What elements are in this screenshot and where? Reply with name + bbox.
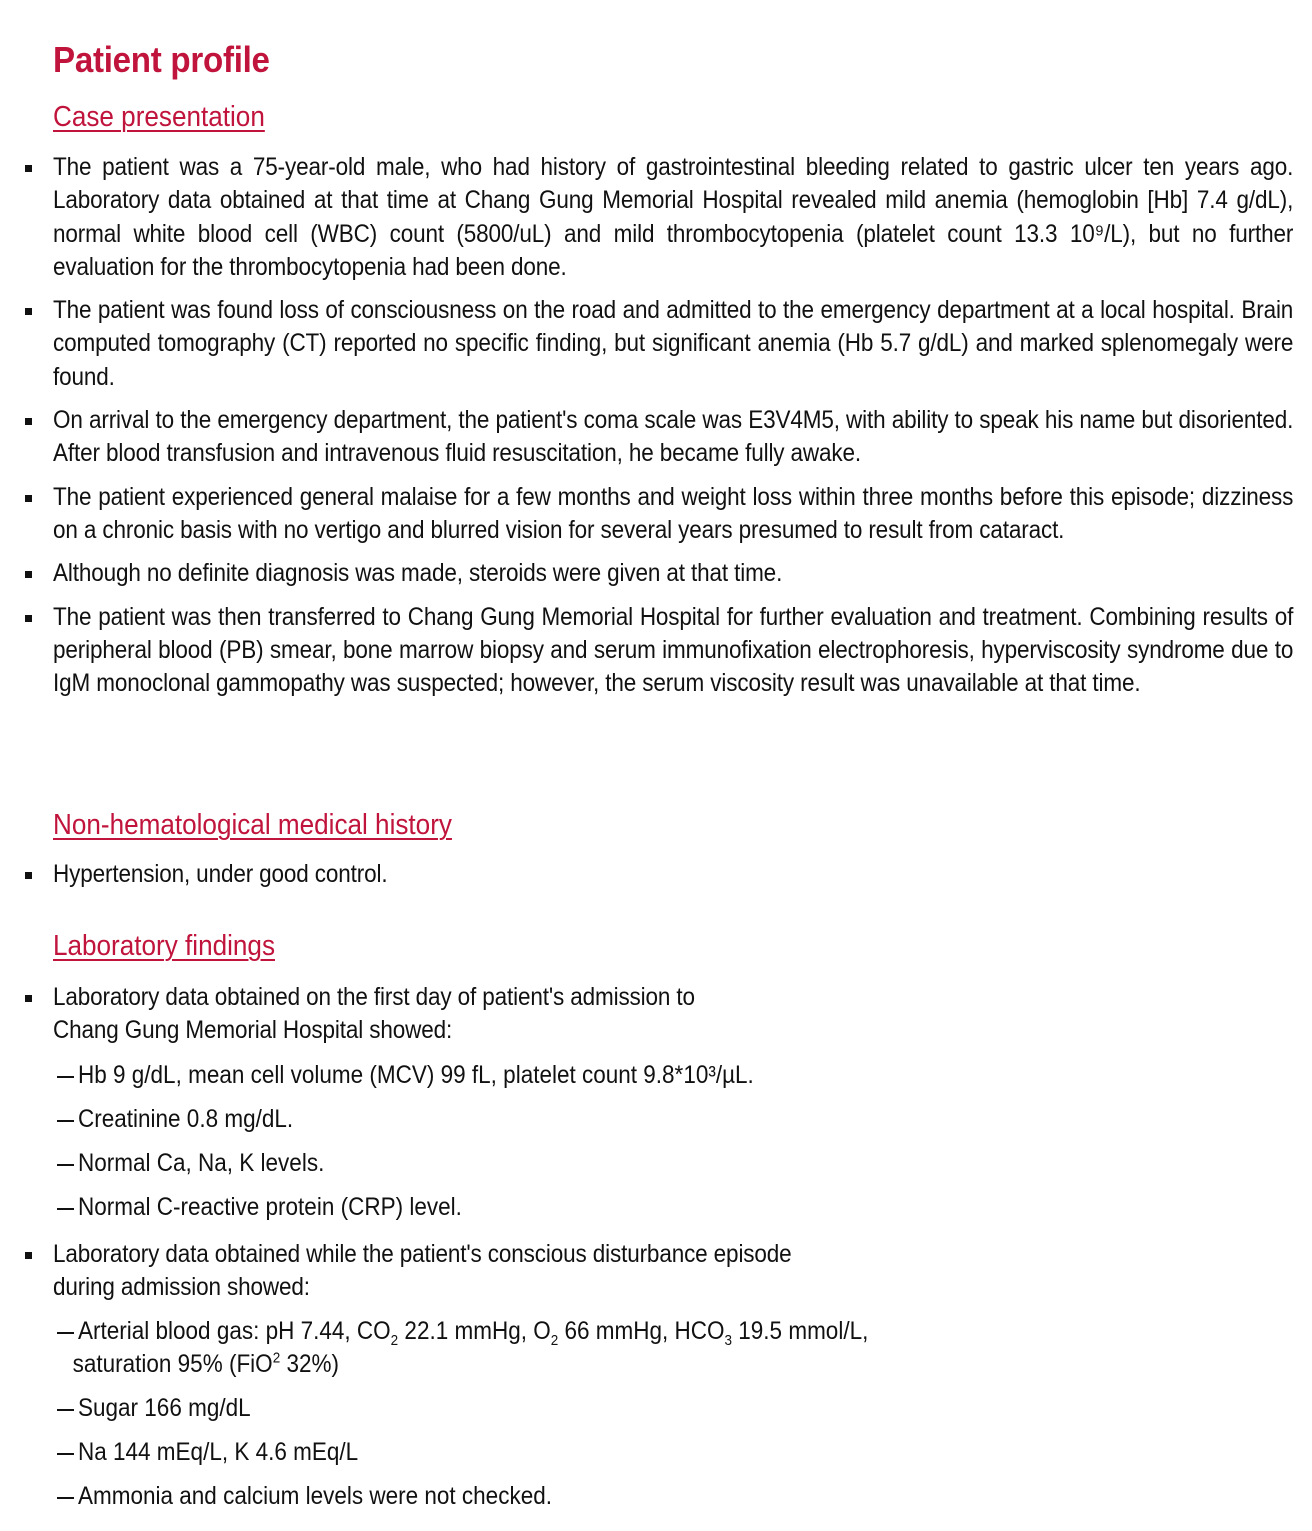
list-item bbox=[0, 1238, 1293, 1514]
square-bullet-icon bbox=[25, 1252, 32, 1259]
bullet-text: The patient experienced general malaise for a few months and weight loss within three months before this episode; dizziness on a chronic basis with no vertigo and blurred vision for several years presumed to result from cataract. bbox=[53, 482, 1294, 544]
non-hematological-history-heading: Non-hematological medical history bbox=[53, 809, 452, 841]
list-item bbox=[0, 481, 1293, 548]
sub-list-item: Ammonia and calcium levels were not checked. bbox=[0, 1480, 1293, 1513]
intro-line: Laboratory data obtained on the first day of patient's admission to bbox=[53, 983, 695, 1011]
sub-list-item: Normal C-reactive protein (CRP) level. bbox=[0, 1191, 1293, 1224]
square-bullet-icon bbox=[25, 615, 32, 622]
intro-line: Chang Gung Memorial Hospital showed: bbox=[53, 1016, 453, 1045]
sub-list-item: Normal Ca, Na, K levels. bbox=[0, 1147, 1293, 1180]
dash-icon bbox=[57, 1453, 74, 1455]
laboratory-findings-list bbox=[0, 981, 1312, 1523]
bullet-text: Hypertension, under good control. bbox=[53, 860, 388, 888]
list-item bbox=[0, 981, 1293, 1224]
bullet-text bbox=[53, 1238, 863, 1305]
dash-icon bbox=[57, 1409, 74, 1411]
square-bullet-icon bbox=[25, 418, 32, 425]
square-bullet-icon bbox=[25, 308, 32, 315]
dash-icon bbox=[57, 1208, 74, 1210]
admission-lab-sublist bbox=[0, 1059, 1293, 1224]
square-bullet-icon bbox=[25, 495, 32, 502]
dash-icon bbox=[57, 1120, 74, 1122]
page-title: Patient profile bbox=[53, 39, 270, 80]
square-bullet-icon bbox=[25, 571, 32, 578]
non-hematological-history-list bbox=[0, 858, 1312, 901]
bullet-text: The patient was then transferred to Chang Gung Memorial Hospital for further evaluation and treatment. Combining results of peripheral blood (PB) smear, bone marrow biopsy and serum immunofixation electrophoresis, hyperviscosity syndrome due to IgM monoclonal gammopathy was suspected; however, the serum viscosity result was unavailable at that time. bbox=[53, 602, 1294, 698]
intro-line: during admission showed: bbox=[53, 1272, 310, 1301]
list-item bbox=[0, 858, 1293, 891]
bullet-text: Although no definite diagnosis was made, steroids were given at that time. bbox=[53, 559, 783, 588]
list-item bbox=[0, 294, 1293, 394]
sub-list-item: Sugar 166 mg/dL bbox=[0, 1392, 1293, 1425]
bullet-text bbox=[53, 981, 863, 1048]
intro-line: Laboratory data obtained while the patient's conscious disturbance episode bbox=[53, 1239, 792, 1268]
square-bullet-icon bbox=[25, 165, 32, 172]
square-bullet-icon bbox=[25, 872, 32, 879]
dash-icon bbox=[57, 1164, 74, 1166]
bullet-text: On arrival to the emergency department, the patient's coma scale was E3V4M5, with ability to speak his name but disoriented. After blood transfusion and intravenous fluid resuscitation, he became fully awake. bbox=[53, 406, 1294, 468]
dash-icon bbox=[57, 1497, 74, 1499]
bullet-text: The patient was found loss of consciousness on the road and admitted to the emergency department at a local hospital. Brain computed tomography (CT) reported no specific finding, but significant anemia (Hb 5.7 g/dL) and marked splenomegaly were found. bbox=[53, 296, 1294, 391]
square-bullet-icon bbox=[25, 995, 32, 1002]
list-item bbox=[0, 557, 1293, 590]
laboratory-findings-heading: Laboratory findings bbox=[53, 930, 275, 962]
list-item bbox=[0, 601, 1293, 701]
bullet-text: The patient was a 75-year-old male, who had history of gastrointestinal bleeding related to gastric ulcer ten years ago. Laboratory data obtained at that time at Chang Gung Memorial Hospital revealed mild anemia (hemoglobin [Hb] 7.4 g/dL), normal white blood cell (WBC) count (5800/uL) and mild thrombocytopenia (platelet count 13.3 10⁹/L), but no further evaluation for the thrombocytopenia had been done. bbox=[53, 153, 1294, 281]
sub-list-item: Na 144 mEq/L, K 4.6 mEq/L bbox=[0, 1436, 1293, 1469]
sub-list-item-arterial-blood-gas: Arterial blood gas: pH 7.44, $CO_2$ 22.1 mmHg, $O_2$ 66 mmHg, $HCO_3$ 19.5 mmol/L, saturation 95% (FiO$^2$ 32%) bbox=[0, 1315, 1293, 1381]
list-item bbox=[0, 404, 1293, 471]
episode-lab-sublist bbox=[0, 1315, 1293, 1513]
dash-icon bbox=[57, 1076, 74, 1078]
list-item bbox=[0, 151, 1293, 284]
sub-list-item: Hb 9 g/dL, mean cell volume (MCV) 99 fL, platelet count 9.8*10³/µL. bbox=[0, 1059, 1293, 1092]
case-presentation-list bbox=[0, 151, 1312, 710]
sub-list-item: Creatinine 0.8 mg/dL. bbox=[0, 1103, 1293, 1136]
dash-icon bbox=[57, 1332, 74, 1334]
case-presentation-heading: Case presentation bbox=[53, 101, 265, 133]
